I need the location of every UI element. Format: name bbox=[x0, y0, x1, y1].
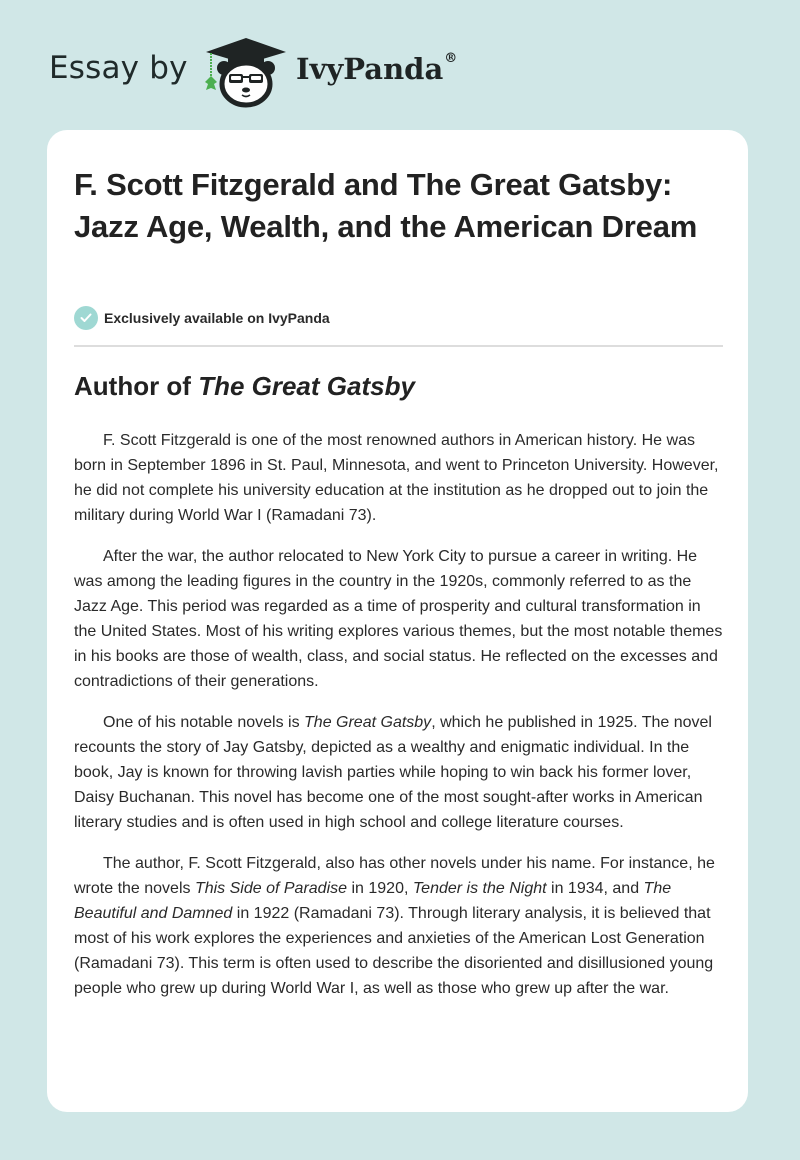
text-span: , which he published in 1925. The novel recounts the story of Jay Gatsby, depicted as a wealthy and enigmatic individual. In the book, Jay is known for throwing lavish parties while hoping to win back his former lover, Daisy Buchanan. This novel has become one of the most sought-after works in American literary studies and is often used in high school and college literature courses. bbox=[74, 714, 712, 831]
brand-name[interactable] bbox=[296, 52, 457, 86]
section-heading bbox=[74, 368, 415, 404]
text-span: The author, F. Scott Fitzgerald, also has other novels under his name. For instance, he wrote the novels bbox=[74, 855, 715, 897]
brand-text: IvyPanda bbox=[296, 52, 444, 86]
book-title: The Beautiful and Damned bbox=[74, 880, 672, 922]
exclusive-text: Exclusively available on IvyPanda bbox=[104, 310, 330, 326]
paragraph-2: After the war, the author relocated to New York City to pursue a career in writing. He was among the leading figures in the country in the 1920s, commonly referred to as the Jazz Age. This period was regarded as a time of prosperity and cultural transformation in the United States. Most of his writing explores various themes, but the most notable themes in his books are those of wealth, class, and social status. He reflected on the excesses and contradictions of their generations. bbox=[74, 548, 723, 690]
exclusive-badge bbox=[74, 306, 330, 330]
site-header bbox=[0, 0, 800, 130]
heading-italic-title: The Great Gatsby bbox=[198, 371, 415, 401]
panda-graduate-icon[interactable] bbox=[200, 34, 292, 108]
paragraph-3 bbox=[74, 710, 726, 835]
text-span: in 1934, and bbox=[546, 880, 644, 897]
heading-plain: Author of bbox=[74, 371, 199, 401]
book-title: The Great Gatsby bbox=[304, 714, 432, 731]
essay-card bbox=[47, 130, 748, 1112]
essay-by-label: Essay by bbox=[49, 50, 188, 86]
text-span: in 1920, bbox=[347, 880, 413, 897]
check-circle-icon bbox=[74, 306, 98, 330]
registered-mark: ® bbox=[444, 51, 458, 67]
text-span: in 1922 (Ramadani 73). Through literary analysis, it is believed that most of his work explores the experiences and anxieties of the American Lost Generation (Ramadani 73). This term is often used to describe the disoriented and disillusioned young people who grew up during World War I, as well as those who grew up after the war. bbox=[74, 905, 714, 997]
paragraph-4 bbox=[74, 851, 726, 1001]
book-title: Tender is the Night bbox=[412, 880, 547, 897]
paragraph-1: F. Scott Fitzgerald is one of the most renowned authors in American history. He was born in September 1896 in St. Paul, Minnesota, and went to Princeton University. However, he did not complete his university education at the institution as he dropped out to join the military during World War I (Ramadani 73). bbox=[74, 432, 719, 524]
text-span: One of his notable novels is bbox=[103, 714, 305, 731]
essay-title: F. Scott Fitzgerald and The Great Gatsby: Jazz Age, Wealth, and the American Dream bbox=[74, 167, 698, 244]
book-title: This Side of Paradise bbox=[194, 880, 348, 897]
essay-body bbox=[74, 428, 726, 1017]
divider bbox=[74, 345, 723, 347]
